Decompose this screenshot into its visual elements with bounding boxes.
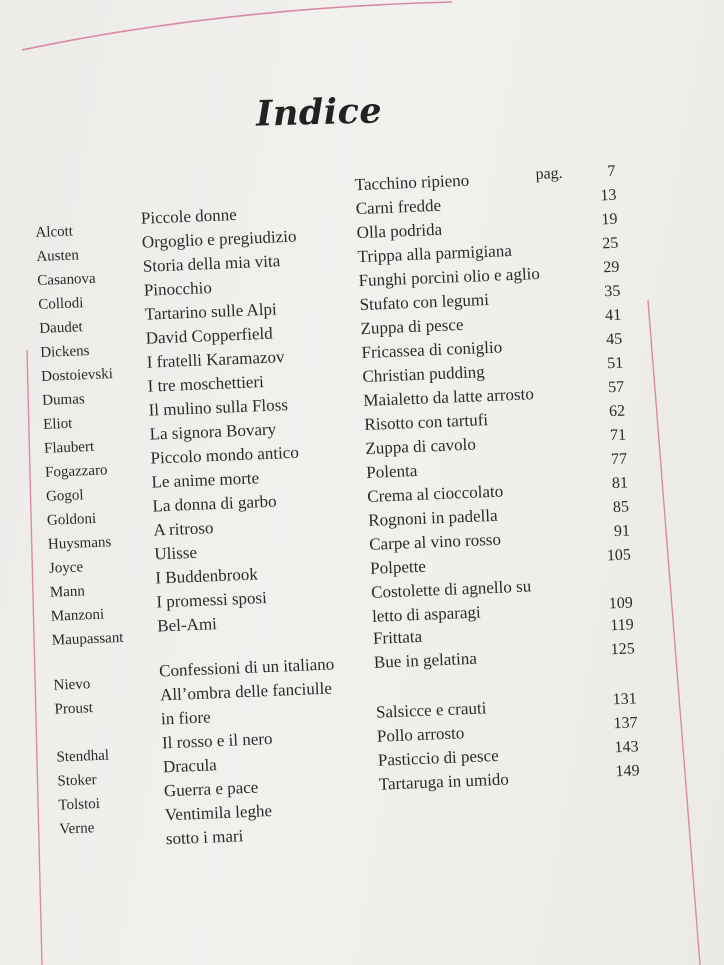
book-title: Guerra e pace [163,777,259,801]
recipe-name: Maialetto da latte arrosto [363,384,535,411]
author-name: Huysmans [47,534,112,553]
page-number: 71 [609,426,627,445]
recipe-name: letto di asparagi [371,602,481,626]
recipe-name: Salsicce e crauti [375,698,487,722]
author-name: Tolstoi [58,795,101,814]
recipe-name: Funghi porcini olio e aglio [358,263,541,291]
book-title: Orgoglio e pregiudizio [141,226,297,252]
page-number: 119 [609,616,635,635]
author-name: Maupassant [51,629,124,649]
recipe-name: Rognoni in padella [367,505,498,530]
author-name: Stendhal [56,747,110,766]
book-title: sotto i mari [165,826,244,849]
author-name: Eliot [42,415,73,433]
book-title: Il rosso e il nero [161,728,273,753]
book-title: Il mulino sulla Floss [148,395,289,420]
recipe-name: Costolette di agnello su [370,576,532,602]
page-number: 143 [614,738,639,757]
author-name: Flaubert [43,438,95,457]
recipe-name: Frittata [372,626,423,648]
recipe-name: Tartaruga in umido [378,769,510,794]
book-title: A ritroso [153,518,214,540]
page-number: 85 [612,498,630,517]
book-title: Tartarino sulle Alpi [144,299,278,324]
book-title: Ventimila leghe [164,801,273,825]
author-name: Austen [36,247,80,266]
author-name: Casanova [37,270,96,290]
book-title: Pinocchio [143,278,213,300]
book-title: Piccole donne [140,204,238,228]
page-number: 137 [613,714,638,733]
page-number: 19 [601,210,618,229]
recipe-name: Carni fredde [355,195,442,219]
page-number: 81 [611,474,629,493]
recipe-name: Tacchino ripieno [354,170,470,195]
book-title: All’ombra delle fanciulle [159,678,333,705]
author-name: Joyce [48,559,84,577]
book-title: I tre moschettieri [147,372,265,396]
recipe-name: Zuppa di pesce [360,314,464,339]
recipe-name: Stufato con legumi [359,289,490,315]
book-title: Storia della mia vita [142,251,281,276]
author-name: Verne [59,820,95,838]
recipe-name: Olla podrida [356,219,443,243]
author-name: Gogol [45,487,84,505]
author-name: Mann [49,583,86,601]
book-title: in fiore [160,707,211,729]
book-title: Ulisse [154,542,198,564]
book-title: I Buddenbrook [155,564,259,588]
recipe-name: Pasticcio di pesce [377,745,500,770]
author-name: Collodi [38,295,84,313]
page-number: 45 [605,330,623,349]
book-title: Piccolo mondo antico [150,442,300,468]
recipe-name: Fricassea di coniglio [361,337,503,363]
page-number: 51 [606,354,624,373]
book-title: Dracula [162,755,218,777]
recipe-name: Polenta [365,460,418,482]
author-name: Manzoni [50,606,105,625]
page-number: 41 [604,306,622,325]
author-name: Dumas [41,391,85,409]
book-title: I promessi sposi [155,588,268,612]
author-name: Goldoni [46,510,97,529]
page-number: 29 [602,258,620,277]
page-number: 77 [610,450,628,469]
page-number: 57 [607,378,625,397]
page-number: 13 [600,186,617,205]
recipe-name: Zuppa di cavolo [364,434,477,458]
page-number: 7 [607,162,616,181]
page-number: 149 [615,762,640,781]
author-name: Alcott [35,223,74,242]
recipe-name: Risotto con tartufi [364,410,489,435]
author-name: Stoker [57,772,97,790]
recipe-name: Christian pudding [362,362,486,387]
author-name: Proust [54,700,94,718]
recipe-name: Pollo arrosto [376,723,465,746]
recipe-name: Trippa alla parmigiana [357,240,513,267]
book-title: David Copperfield [145,323,274,348]
page-number: 35 [603,282,621,301]
book-title: Le anime morte [151,468,260,492]
recipe-name: Crema al cioccolato [366,481,504,506]
page-number: 91 [613,522,631,541]
author-name: Fogazzaro [44,462,108,481]
author-name: Nievo [53,676,91,694]
page-number: 62 [608,402,626,421]
page-number: 25 [602,234,619,253]
recipe-name: Bue in gelatina [373,648,478,672]
recipe-name: Carpe al vino rosso [368,529,502,554]
book-title: Confessioni di un italiano [158,654,335,681]
author-name: Dostoievski [40,366,114,385]
page-number: 105 [606,546,632,565]
book-title: La donna di garbo [152,491,277,516]
recipe-name: Polpette [369,556,427,578]
author-name: Daudet [38,319,83,337]
page-number: 125 [610,640,635,659]
pag-label: pag. [535,164,563,183]
page-number: 109 [608,594,634,613]
author-name: Dickens [39,342,90,361]
book-title: La signora Bovary [149,419,277,444]
page-title: Indice [255,90,383,135]
book-title: Bel-Ami [156,614,218,636]
page-number: 131 [612,690,637,709]
book-title: I fratelli Karamazov [146,347,285,372]
